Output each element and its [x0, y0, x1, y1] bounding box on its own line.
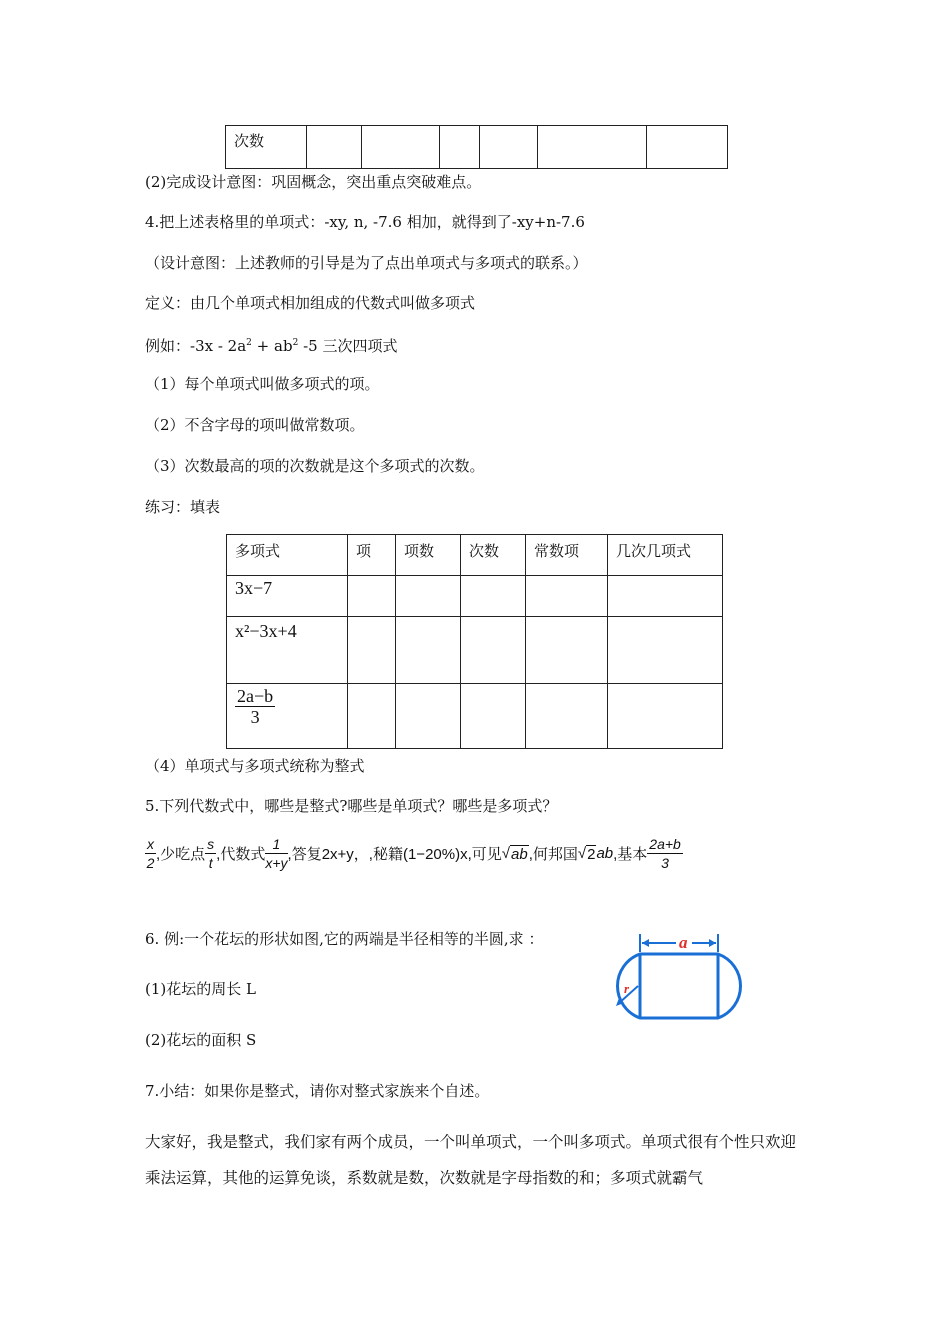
table-cell — [480, 126, 538, 169]
table-header: 项 — [348, 535, 396, 576]
table-cell: 次数 — [226, 126, 307, 169]
table-row — [226, 126, 728, 169]
question-line: 5.下列代数式中，哪些是整式?哪些是单项式？哪些是多项式？ — [145, 797, 558, 815]
table-header: 项数 — [396, 535, 461, 576]
summary-line: 7.小结：如果你是整式，请你对整式家族来个自述。 — [145, 1082, 490, 1100]
example-line: 例如：$-3x - 2a^2 + ab^2$ -5 三次四项式 — [145, 337, 398, 355]
text-line: （1）每个单项式叫做多项式的项。 — [145, 375, 380, 393]
fraction: $\frac{1}{x+y}$ — [265, 836, 288, 871]
text-line: （2）不含字母的项叫做常数项。 — [145, 416, 365, 434]
label-a: a — [679, 933, 688, 952]
top-table — [225, 125, 728, 169]
definition-line: 定义：由几个单项式相加组成的代数式叫做多项式 — [145, 294, 476, 312]
text-line: （4）单项式与多项式统称为整式 — [145, 757, 365, 775]
table-header: 次数 — [461, 535, 526, 576]
table-header: 常数项 — [526, 535, 608, 576]
fraction: $\frac{2a-b}{3}$ — [237, 686, 274, 727]
fraction: $\frac{x}{2}$ — [146, 836, 155, 871]
example-problem: 6. 例:一个花坛的形状如图,它的两端是半径相等的半圆,求 ： — [145, 930, 544, 948]
sub-question: (2)花坛的面积 S — [145, 1031, 257, 1049]
expression-list: $\frac{x}{2}$ ,少吃点 $\frac{s}{t}$ ,代数式 $\frac{1}{x+y}$ ,答复2x+y，,秘籍(1−20%)x,可见 √ ab ,何邦国 √ 2 ab ,基本 $\frac{2a+b}{3}$ — [146, 836, 681, 871]
exercise-heading: 练习：填表 — [145, 498, 221, 516]
table-row — [227, 684, 723, 749]
polynomial-cell: 3x−7 — [227, 576, 348, 617]
table-header: 多项式 — [227, 535, 348, 576]
text-line: (2)完成设计意图：巩固概念，突出重点突破难点。 — [145, 173, 482, 191]
polynomial-cell — [227, 684, 348, 749]
flowerbed-diagram — [608, 932, 754, 1022]
table-cell — [538, 126, 647, 169]
text-line: 4.把上述表格里的单项式：-xy, n, -7.6 相加，就得到了-xy+n-7.6 — [145, 213, 585, 231]
table-header: 几次几项式 — [608, 535, 723, 576]
practice-table — [226, 534, 723, 749]
table-cell — [307, 126, 362, 169]
design-intent-note: （设计意图：上述教师的引导是为了点出单项式与多项式的联系。） — [145, 254, 588, 272]
polynomial-cell: x²−3x+4 — [227, 617, 348, 684]
label-r: r — [624, 981, 630, 996]
table-header-row — [227, 535, 723, 576]
table-cell — [440, 126, 480, 169]
summary-paragraph: 大家好，我是整式，我们家有两个成员，一个叫单项式，一个叫多项式。单项式很有个性只欢迎乘法运算，其他的运算免谈，系数就是数，次数就是字母指数的和；多项式就霸气 — [145, 1133, 797, 1187]
flowerbed-outline — [617, 954, 740, 1018]
fraction: $\frac{2a+b}{3}$ — [649, 836, 681, 871]
table-cell — [647, 126, 728, 169]
sub-question: (1)花坛的周长 L — [145, 980, 256, 998]
text-line: （3）次数最高的项的次数就是这个多项式的次数。 — [145, 457, 485, 475]
fraction: $\frac{s}{t}$ — [207, 836, 215, 871]
table-cell — [362, 126, 440, 169]
table-row — [227, 617, 723, 684]
table-row — [227, 576, 723, 617]
